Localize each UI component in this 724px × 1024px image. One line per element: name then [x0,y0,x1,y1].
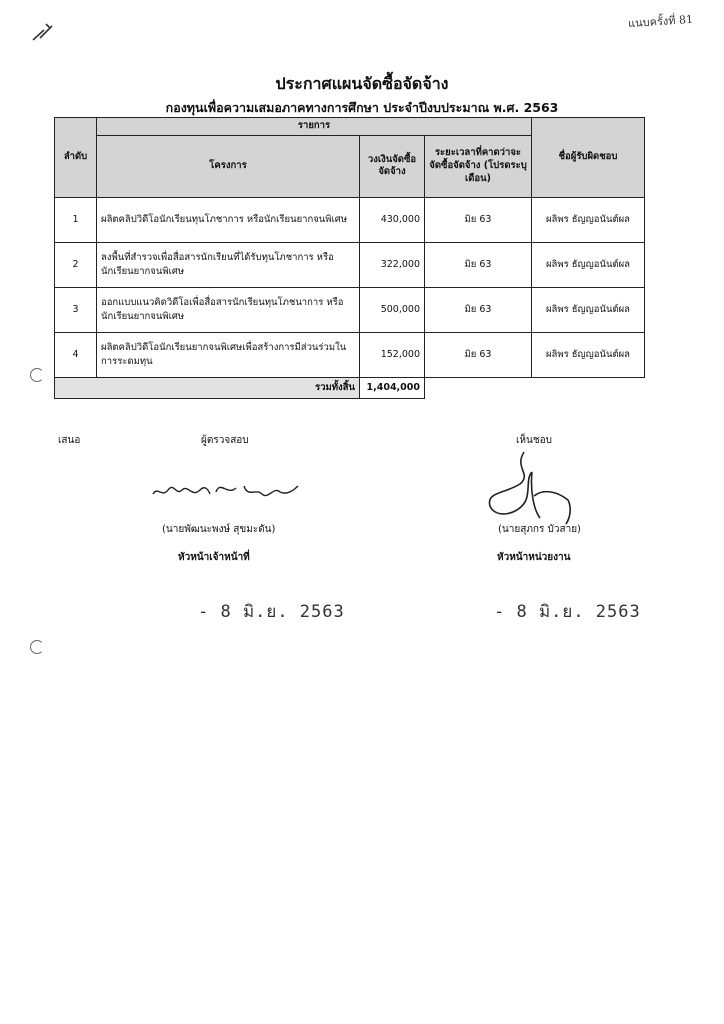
propose-label: เสนอ [58,435,81,446]
row-owner: ผลิพร ธัญญอนันต์ผล [532,197,645,242]
table-row [55,332,645,377]
row-owner: ผลิพร ธัญญอนันต์ผล [532,242,645,287]
approver-position: หัวหน้าหน่วยงาน [497,552,571,563]
row-budget: 322,000 [360,242,425,287]
header-no: ลำดับ [55,118,97,198]
approver-signature [474,448,584,528]
row-project: ผลิตคลิปวิดีโอนักเรียนยากจนพิเศษเพื่อสร้างการมีส่วนร่วมในการระดมทุน [97,332,360,377]
page-title: ประกาศแผนจัดซื้อจัดจ้าง [275,74,449,93]
total-value: 1,404,000 [360,377,425,398]
row-owner: ผลิพร ธัญญอนันต์ผล [532,287,645,332]
punch-hole-mark [30,640,44,654]
pen-mark-icon [30,20,58,44]
approver-name: (นายสุภกร บัวสาย) [498,524,581,535]
row-no: 4 [55,332,97,377]
header-project: โครงการ [97,135,360,197]
table-row [55,197,645,242]
reviewer-name: (นายพัฒนะพงษ์ สุขมะดัน) [162,524,276,535]
row-budget: 152,000 [360,332,425,377]
procurement-plan-table [54,117,645,399]
row-period: มิย 63 [425,287,532,332]
handwritten-note: แนบครั้งที่ 81 [627,12,694,31]
table-row [55,287,645,332]
header-budget: วงเงินจัดซื้อ จัดจ้าง [360,135,425,197]
reviewer-signature [148,468,308,510]
row-project: ออกแบบแนวคิดวิดีโอเพื่อสื่อสารนักเรียนทุนโภชนาการ หรือนักเรียนยากจนพิเศษ [97,287,360,332]
row-period: มิย 63 [425,197,532,242]
row-no: 1 [55,197,97,242]
table-row [55,242,645,287]
row-budget: 500,000 [360,287,425,332]
row-project: ผลิตคลิปวิดีโอนักเรียนทุนโภชาการ หรือนักเรียนยากจนพิเศษ [97,197,360,242]
header-period: ระยะเวลาที่คาดว่าจะ จัดซื้อจัดจ้าง (โปรดระบุเดือน) [425,135,532,197]
punch-hole-mark [30,368,44,382]
row-period: มิย 63 [425,332,532,377]
reviewer-label: ผู้ตรวจสอบ [201,435,249,446]
row-budget: 430,000 [360,197,425,242]
row-period: มิย 63 [425,242,532,287]
reviewer-date-stamp: - 8 มิ.ย. 2563 [198,602,345,622]
row-no: 3 [55,287,97,332]
approve-label: เห็นชอบ [516,435,552,446]
reviewer-position: หัวหน้าเจ้าหน้าที่ [178,552,250,563]
page-subtitle: กองทุนเพื่อความเสมอภาคทางการศึกษา ประจำปีงบประมาณ พ.ศ. 2563 [165,100,559,115]
row-owner: ผลิพร ธัญญอนันต์ผล [532,332,645,377]
row-no: 2 [55,242,97,287]
header-items-group: รายการ [97,118,532,136]
total-row [55,377,645,398]
total-label: รวมทั้งสิ้น [55,377,360,398]
header-owner: ชื่อผู้รับผิดชอบ [532,118,645,198]
approver-date-stamp: - 8 มิ.ย. 2563 [494,602,641,622]
row-project: ลงพื้นที่สำรวจเพื่อสื่อสารนักเรียนที่ได้รับทุนโภชาการ หรือนักเรียนยากจนพิเศษ [97,242,360,287]
